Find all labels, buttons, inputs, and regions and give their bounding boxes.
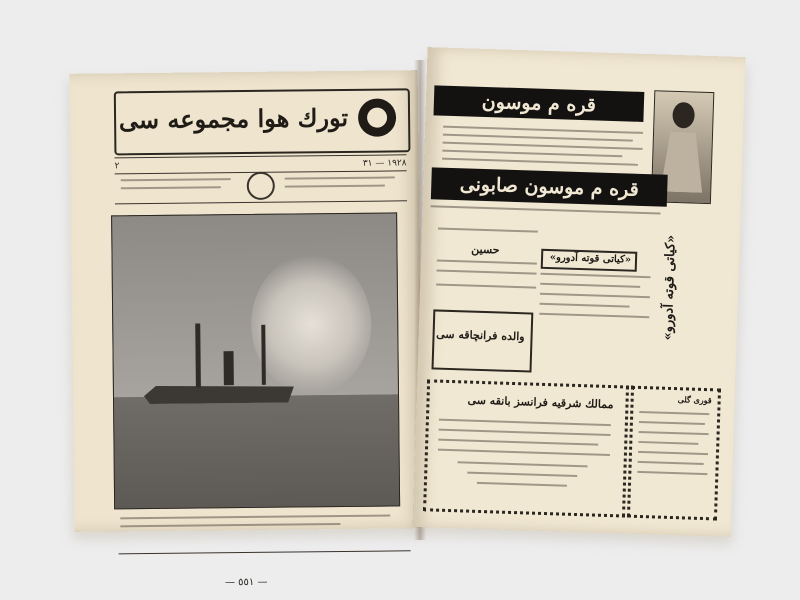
aviation-emblem-icon xyxy=(358,98,396,136)
side-text-line xyxy=(637,471,707,475)
masthead-title: تورك هوا مجموعه سی xyxy=(118,102,349,135)
ad-text-line xyxy=(438,228,538,233)
side-ad-box xyxy=(627,386,721,521)
side-text-line xyxy=(639,431,709,435)
bank-text-line xyxy=(458,461,588,467)
issue-date: ۱۹۲۸ — ۳۱ xyxy=(362,158,407,169)
ad-text-line xyxy=(539,313,649,318)
bank-text-line xyxy=(477,482,567,487)
kiyafet-vertical-text: «كياتی قوته آدورو» xyxy=(660,234,679,341)
valide-ad-title: والده فرانچاقه سی xyxy=(436,327,525,344)
side-text-line xyxy=(639,421,705,425)
bank-ad-title: ممالك شرقيه فرانسز بانقه سی xyxy=(467,393,614,412)
info-text-line xyxy=(121,186,221,189)
kiyafet-box xyxy=(541,249,638,272)
battleship-photo xyxy=(111,212,400,509)
bank-ad-box xyxy=(423,379,629,517)
right-page xyxy=(413,47,746,537)
valide-ad-box xyxy=(431,309,533,372)
bank-text-line xyxy=(439,429,611,436)
ad-text-line xyxy=(437,260,537,265)
bank-text-line xyxy=(439,419,611,426)
section-rule xyxy=(115,200,407,204)
photo-caption-line xyxy=(120,523,340,527)
ad-text-line xyxy=(540,283,640,288)
info-text-line xyxy=(121,178,231,181)
footer-rule xyxy=(119,550,411,554)
page-number: — ٥٥١ — xyxy=(224,576,268,589)
ship-funnel xyxy=(224,351,234,385)
ad-text-line xyxy=(437,270,537,275)
ad-text-line xyxy=(443,134,633,142)
kiyafet-box-text: «كياتی قوته آدورو» xyxy=(549,252,632,266)
ad-text-line xyxy=(442,158,638,166)
issue-number: ۲ xyxy=(114,161,120,172)
side-text-line xyxy=(638,461,704,465)
ad-text-line xyxy=(540,303,630,308)
bank-text-line xyxy=(438,449,610,456)
ad-text-line xyxy=(443,126,643,134)
issue-info-line xyxy=(115,158,407,171)
side-text-line xyxy=(638,441,698,445)
masthead xyxy=(114,88,411,155)
ad-text-line xyxy=(541,273,651,278)
side-text-line xyxy=(639,411,709,415)
ad-text-line xyxy=(540,293,650,298)
explosion-smoke xyxy=(251,254,372,395)
info-text-line xyxy=(285,176,395,179)
side-ad-title: قوری گلی xyxy=(677,394,712,406)
bank-text-line xyxy=(467,472,577,477)
ad-banner-secondary: قره م موسون صابونی xyxy=(431,167,668,206)
ship-mast xyxy=(195,323,201,387)
ad-subtext-line xyxy=(431,205,661,214)
photo-sea xyxy=(114,394,399,508)
ad-text-line xyxy=(436,284,536,289)
ad-banner-primary: قره م موسون xyxy=(433,85,644,122)
left-page xyxy=(70,70,423,589)
photo-caption-line xyxy=(120,515,390,520)
ad-text-line xyxy=(443,142,643,150)
hussein-heading: حسین xyxy=(471,242,500,257)
side-text-line xyxy=(638,451,708,455)
info-text-line xyxy=(285,185,385,188)
ship-mast xyxy=(261,325,266,385)
seal-icon xyxy=(247,172,275,200)
bank-text-line xyxy=(438,439,598,446)
ad-text-line xyxy=(442,150,622,158)
